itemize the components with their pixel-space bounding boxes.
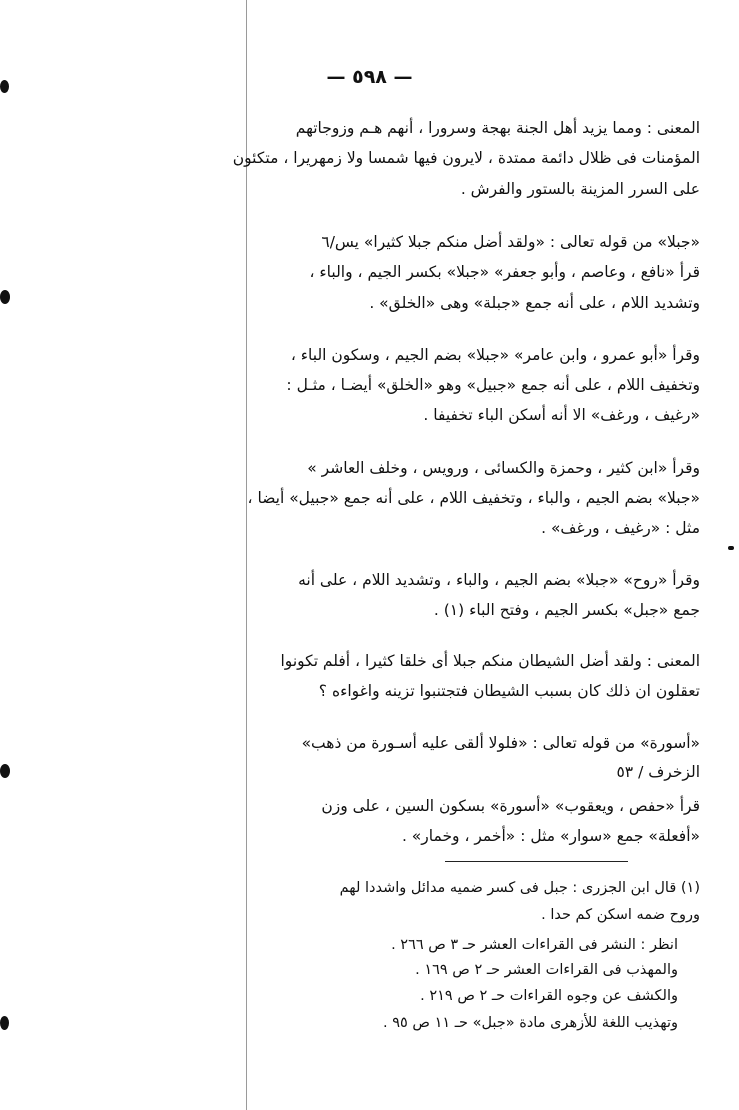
footnote-line: وروح ضمه اسكن كم حدا .	[541, 907, 700, 923]
body-line: «جبلا» بضم الجيم ، والباء ، وتخفيف اللام ، على أنه جمع «جبيل» أيضا ،	[247, 489, 700, 507]
body-line: «أفعلة» جمع «سوار» مثل : «أخمر ، وخمار» .	[401, 827, 700, 845]
body-line: «أسورة» من قوله تعالى : «فلولا ألقى عليه أسـورة من ذهب»	[301, 734, 700, 752]
footnote-line: والمهذب فى القراءات العشر حـ ٢ ص ١٦٩ .	[415, 962, 678, 978]
page-number: — ٥٩٨ —	[326, 66, 413, 88]
body-line: المعنى : ومما يزيد أهل الجنة بهجة وسرورا ، أنهم هـم وزوجاتهم	[295, 119, 700, 137]
punch-hole-mark	[0, 764, 10, 778]
footnote-line: وتهذيب اللغة للأزهرى مادة «جبل» حـ ١١ ص ٩٥ .	[383, 1015, 678, 1031]
body-line: تعقلون ان ذلك كان بسبب الشيطان فتجتنبوا تزينه واغواءه ؟	[318, 682, 700, 700]
body-line: قرأ «حفص ، ويعقوب» «أسورة» بسكون السين ، على وزن	[321, 797, 700, 815]
body-line: «جبلا» من قوله تعالى : «ولقد أضل منكم جبلا كثيرا» يس/٦	[321, 233, 700, 251]
body-line: جمع «جبل» بكسر الجيم ، وفتح الباء (١) .	[433, 601, 700, 619]
edge-speck	[728, 546, 734, 550]
footnote-line: (١) قال ابن الجزرى : جبل فى كسر ضميه مدائل واشددا لهم	[339, 880, 700, 896]
body-line: المؤمنات فى ظلال دائمة ممتدة ، لايرون فيها شمسا ولا زمهريرا ، متكئون	[232, 149, 700, 167]
body-line: وتشديد اللام ، على أنه جمع «جبلة» وهى «الخلق» .	[369, 294, 700, 312]
body-line: وتخفيف اللام ، على أنه جمع «جبيل» وهو «الخلق» أيضـا ، مثـل :	[286, 376, 700, 394]
punch-hole-mark	[0, 1016, 9, 1030]
body-line: قرأ «نافع ، وعاصم ، وأبو جعفر» «جبلا» بكسر الجيم ، والباء ،	[309, 263, 700, 281]
body-line: المعنى : ولقد أضل الشيطان منكم جبلا أى خلقا كثيرا ، أفلم تكونوا	[280, 652, 700, 670]
body-line: الزخرف / ٥٣	[616, 763, 700, 781]
footnote-separator	[445, 861, 628, 862]
body-line: «رغيف ، ورغف» الا أنه أسكن الباء تخفيفا .	[423, 406, 700, 424]
body-line: مثل : «رغيف ، ورغف» .	[541, 519, 700, 537]
punch-hole-mark	[0, 290, 10, 304]
footnote-line: والكشف عن وجوه القراءات حـ ٢ ص ٢١٩ .	[420, 988, 678, 1004]
body-line: وقرأ «روح» «جبلا» بضم الجيم ، والباء ، وتشديد اللام ، على أنه	[298, 571, 700, 589]
body-line: وقرأ «أبو عمرو ، وابن عامر» «جبلا» بضم الجيم ، وسكون الباء ،	[290, 346, 700, 364]
body-line: وقرأ «ابن كثير ، وحمزة والكسائى ، ورويس ، وخلف العاشر »	[307, 459, 700, 477]
body-line: على السرر المزينة بالستور والفرش .	[460, 180, 700, 198]
footnote-line: انظر : النشر فى القراءات العشر حـ ٣ ص ٢٦٦ .	[391, 937, 678, 953]
